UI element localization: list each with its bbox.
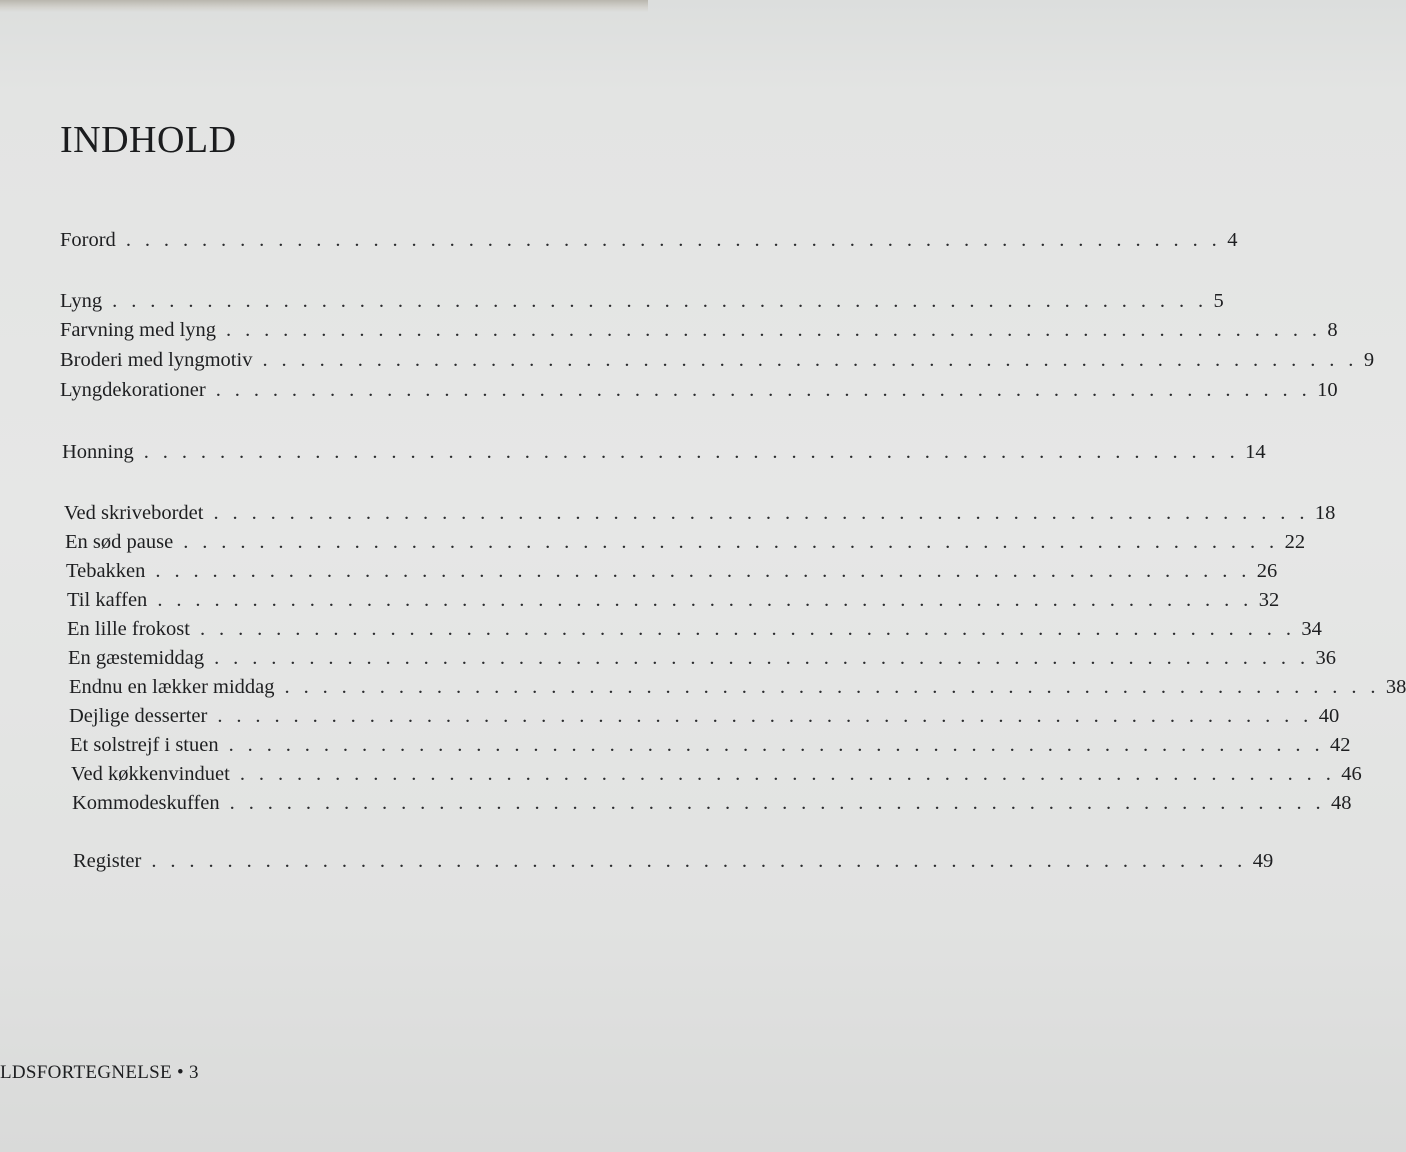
toc-entry-page: 26 [1256, 560, 1278, 582]
toc-entry-ved-kokkenvinduet [71, 761, 1362, 787]
toc-leader-dots: . . . . . . . . . . . . . . . . . . . . . . . . . . . . . . . . . . . . . . . . . . . . . . . . . . . . . . . . . . [217, 705, 1313, 727]
toc-leader-dots: . . . . . . . . . . . . . . . . . . . . . . . . . . . . . . . . . . . . . . . . . . . . . . . . . . . . . . . . . . [183, 531, 1279, 553]
toc-entry-label: Lyngdekorationer [60, 379, 206, 401]
toc-entry-page: 8 [1327, 319, 1338, 341]
toc-entry-kommodeskuffen [72, 790, 1352, 816]
toc-entry-label: Honning [62, 441, 134, 463]
toc-entry-page: 14 [1245, 441, 1266, 463]
toc-entry-et-solstrejf-i-stuen [70, 732, 1351, 758]
toc-entry-page: 34 [1301, 618, 1322, 640]
toc-entry-page: 10 [1317, 379, 1338, 401]
toc-entry-page: 9 [1363, 349, 1375, 371]
toc-entry-label: Dejlige desserter [69, 705, 208, 727]
toc-entry-endnu-en-laekker-middag [69, 674, 1406, 700]
toc-entry-label: Et solstrejf i stuen [70, 734, 219, 756]
toc-leader-dots: . . . . . . . . . . . . . . . . . . . . . . . . . . . . . . . . . . . . . . . . . . . . . . . . . . . . . . . . . . [125, 229, 1222, 251]
toc-entry-label: Forord [60, 229, 116, 251]
toc-leader-dots: . . . . . . . . . . . . . . . . . . . . . . . . . . . . . . . . . . . . . . . . . . . . . . . . . . . . . . . . . . [228, 734, 1324, 756]
toc-entry-label: Ved køkkenvinduet [71, 763, 230, 785]
toc-leader-dots: . . . . . . . . . . . . . . . . . . . . . . . . . . . . . . . . . . . . . . . . . . . . . . . . . . . . . . . . . . [262, 349, 1358, 371]
toc-leader-dots: . . . . . . . . . . . . . . . . . . . . . . . . . . . . . . . . . . . . . . . . . . . . . . . . . . . . . . . . . . [215, 379, 1312, 401]
toc-leader-dots: . . . . . . . . . . . . . . . . . . . . . . . . . . . . . . . . . . . . . . . . . . . . . . . . . . . . . . . . . . [226, 319, 1322, 341]
toc-entry-page: 4 [1227, 229, 1238, 251]
toc-entry-label: En gæstemiddag [68, 647, 205, 669]
toc-leader-dots: . . . . . . . . . . . . . . . . . . . . . . . . . . . . . . . . . . . . . . . . . . . . . . . . . . . . . . . . . . [155, 560, 1251, 582]
toc-entry-en-gaestemiddag [68, 645, 1336, 671]
toc-entry-til-kaffen [67, 587, 1280, 613]
toc-entry-page: 42 [1329, 734, 1351, 756]
toc-entry-page: 36 [1315, 647, 1336, 669]
page-title: INDHOLD [60, 119, 237, 161]
toc-leader-dots: . . . . . . . . . . . . . . . . . . . . . . . . . . . . . . . . . . . . . . . . . . . . . . . . . . . . . . . . . . [213, 502, 1309, 524]
toc-entry-label: Til kaffen [67, 589, 148, 611]
toc-leader-dots: . . . . . . . . . . . . . . . . . . . . . . . . . . . . . . . . . . . . . . . . . . . . . . . . . . . . . . . . . . [229, 792, 1326, 814]
toc-entry-label: Farvning med lyng [60, 319, 217, 341]
toc-entry-ved-skrivebordet [64, 500, 1336, 526]
toc-entry-page: 5 [1213, 290, 1224, 312]
toc-leader-dots: . . . . . . . . . . . . . . . . . . . . . . . . . . . . . . . . . . . . . . . . . . . . . . . . . . . . . . . . . . [214, 647, 1310, 669]
toc-entry-page: 22 [1284, 531, 1306, 553]
toc-entry-label: Broderi med lyngmotiv [60, 349, 253, 371]
toc-entry-label: Register [73, 850, 142, 872]
toc-entry-page: 49 [1252, 850, 1274, 872]
toc-entry-broderi [60, 347, 1375, 373]
toc-entry-label: Endnu en lækker middag [69, 676, 275, 698]
toc-entry-page: 38 [1385, 676, 1406, 698]
toc-leader-dots: . . . . . . . . . . . . . . . . . . . . . . . . . . . . . . . . . . . . . . . . . . . . . . . . . . . . . . . . . . [112, 290, 1208, 312]
toc-entry-honning [62, 439, 1266, 465]
toc-entry-page: 32 [1258, 589, 1280, 611]
toc-entry-dejlige-desserter [69, 703, 1340, 729]
toc-entry-en-sod-pause [65, 529, 1306, 555]
toc-entry-page: 18 [1314, 502, 1336, 524]
toc-entry-label: Kommodeskuffen [72, 792, 220, 814]
toc-leader-dots: . . . . . . . . . . . . . . . . . . . . . . . . . . . . . . . . . . . . . . . . . . . . . . . . . . . . . . . . . . [284, 676, 1380, 698]
toc-entry-label: En sød pause [65, 531, 174, 553]
toc-entry-lyngdekorationer [60, 377, 1338, 403]
toc-entry-lyng [60, 288, 1224, 314]
toc-leader-dots: . . . . . . . . . . . . . . . . . . . . . . . . . . . . . . . . . . . . . . . . . . . . . . . . . . . . . . . . . . [151, 850, 1247, 872]
toc-entry-label: En lille frokost [67, 618, 190, 640]
toc-entry-label: Tebakken [66, 560, 146, 582]
toc-entry-page: 48 [1331, 792, 1352, 814]
toc-leader-dots: . . . . . . . . . . . . . . . . . . . . . . . . . . . . . . . . . . . . . . . . . . . . . . . . . . . . . . . . . . [199, 618, 1296, 640]
toc-entry-register [73, 848, 1274, 874]
toc-entry-farvning [60, 317, 1338, 343]
toc-entry-page: 40 [1318, 705, 1340, 727]
toc-entry-forord [60, 227, 1238, 253]
toc-entry-en-lille-frokost [67, 616, 1322, 642]
toc-entry-label: Lyng [60, 290, 103, 312]
toc-leader-dots: . . . . . . . . . . . . . . . . . . . . . . . . . . . . . . . . . . . . . . . . . . . . . . . . . . . . . . . . . . [143, 441, 1240, 463]
toc-leader-dots: . . . . . . . . . . . . . . . . . . . . . . . . . . . . . . . . . . . . . . . . . . . . . . . . . . . . . . . . . . [239, 763, 1336, 785]
toc-leader-dots: . . . . . . . . . . . . . . . . . . . . . . . . . . . . . . . . . . . . . . . . . . . . . . . . . . . . . . . . . . [157, 589, 1253, 611]
toc-entry-label: Ved skrivebordet [64, 502, 204, 524]
page-footer: LDSFORTEGNELSE • 3 [0, 1062, 199, 1083]
toc-entry-tebakken [66, 558, 1278, 584]
toc-entry-page: 46 [1341, 763, 1362, 785]
